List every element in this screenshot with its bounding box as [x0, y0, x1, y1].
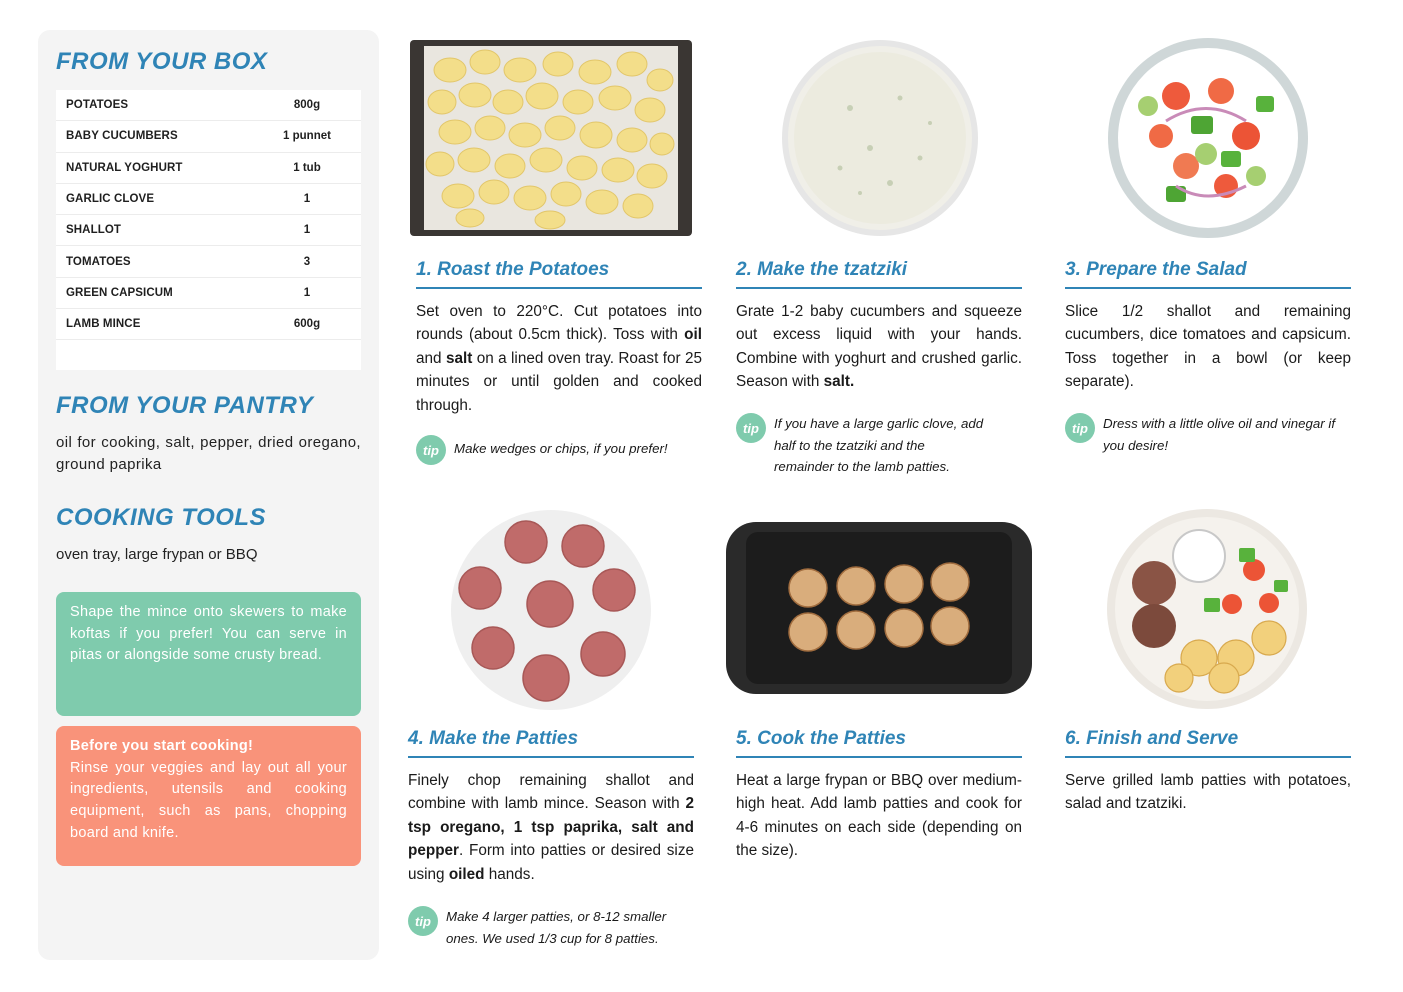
step-4-title: 4. Make the Patties — [408, 728, 694, 758]
ingredient-name: LAMB MINCE — [66, 318, 141, 331]
serving-suggestion-note: Shape the mince onto skewers to make koftas if you prefer! You can serve in pitas or alongside some crusty bread. — [56, 592, 361, 716]
step-1-tip — [416, 435, 706, 465]
step-1-instructions: Set oven to 220°C. Cut potatoes into rounds (about 0.5cm thick). Toss with oil and salt on a lined oven tray. Roast for 25 minutes or until golden and cooked through. — [416, 303, 702, 414]
tip-text: Make 4 larger patties, or 8-12 smaller ones. We used 1/3 cup for 8 patties. — [446, 909, 667, 946]
ingredient-name: GARLIC CLOVE — [66, 193, 155, 206]
ingredient-name: POTATOES — [66, 99, 129, 112]
ingredient-name: BABY CUCUMBERS — [66, 130, 178, 143]
pantry-list: oil for cooking, salt, pepper, dried oregano, ground paprika — [56, 434, 361, 473]
ingredient-row — [56, 90, 361, 121]
ingredients-table — [56, 90, 361, 370]
tzatziki-photo — [780, 38, 980, 238]
ingredient-qty: 1 — [303, 286, 311, 299]
ingredient-row — [56, 309, 361, 340]
ingredient-qty: 600g — [293, 318, 321, 331]
step-3-tip — [1065, 413, 1355, 456]
ingredient-row — [56, 121, 361, 152]
ingredient-qty: 1 — [303, 193, 311, 206]
ingredient-name: GREEN CAPSICUM — [66, 286, 173, 299]
step-4-tip — [408, 906, 698, 949]
raw-patties-photo — [448, 508, 654, 712]
roast-potatoes-photo — [410, 40, 692, 236]
tip-text: Make wedges or chips, if you prefer! — [454, 441, 668, 456]
step-2-tip — [736, 413, 986, 478]
ingredient-qty: 1 tub — [293, 161, 321, 174]
ingredient-qty: 800g — [293, 99, 321, 112]
ingredient-qty: 1 punnet — [283, 130, 331, 143]
step-2-title: 2. Make the tzatziki — [736, 259, 1022, 289]
ingredient-qty: 1 — [303, 224, 311, 237]
from-your-pantry-heading: FROM YOUR PANTRY — [56, 392, 314, 419]
step-5-instructions: Heat a large frypan or BBQ over medium-high heat. Add lamb patties and cook for 4-6 minutes on each side (depending on the size). — [736, 772, 1022, 860]
tip-text: If you have a large garlic clove, add half to the tzatziki and the remainder to the lamb patties. — [774, 416, 984, 474]
before-you-start-title: Before you start cooking! — [70, 738, 254, 754]
ingredient-row — [56, 184, 361, 215]
from-your-box-heading: FROM YOUR BOX — [56, 48, 268, 75]
step-5-title: 5. Cook the Patties — [736, 728, 1022, 758]
ingredient-row — [56, 153, 361, 184]
tip-icon: tip — [736, 413, 766, 443]
cook-patties-photo — [726, 522, 1032, 694]
ingredient-name: SHALLOT — [66, 224, 121, 237]
tip-icon: tip — [416, 435, 446, 465]
ingredient-qty: 3 — [303, 255, 311, 268]
tip-text: Dress with a little olive oil and vinegar if you desire! — [1103, 416, 1336, 453]
cooking-tools-list: oven tray, large frypan or BBQ — [56, 546, 258, 563]
step-1-title: 1. Roast the Potatoes — [416, 259, 702, 289]
step-2-instructions: Grate 1-2 baby cucumbers and squeeze out excess liquid with your hands. Combine with yoghurt and crushed garlic. Season with salt. — [736, 303, 1022, 391]
finished-dish-photo — [1104, 508, 1310, 710]
step-4-instructions: Finely chop remaining shallot and combine with lamb mince. Season with 2 tsp oregano, 1 tsp paprika, salt and pepper. Form into patties or desired size using oiled hands. — [408, 772, 694, 883]
tip-icon: tip — [1065, 413, 1095, 443]
salad-photo — [1106, 36, 1310, 240]
before-you-start-text: Rinse your veggies and lay out all your ingredients, utensils and cooking equipment, such as pans, chopping board and knife. — [70, 759, 347, 841]
ingredient-row — [56, 278, 361, 309]
ingredient-name: NATURAL YOGHURT — [66, 161, 183, 174]
ingredient-name: TOMATOES — [66, 255, 131, 268]
step-6-title: 6. Finish and Serve — [1065, 728, 1351, 758]
ingredient-row — [56, 246, 361, 277]
before-you-start-note — [56, 726, 361, 866]
step-3-title: 3. Prepare the Salad — [1065, 259, 1351, 289]
tip-icon: tip — [408, 906, 438, 936]
ingredient-row — [56, 215, 361, 246]
cooking-tools-heading: COOKING TOOLS — [56, 504, 267, 531]
step-3-instructions: Slice 1/2 shallot and remaining cucumbers, dice tomatoes and capsicum. Toss together in a bowl (or keep separate). — [1065, 303, 1351, 391]
step-6-instructions: Serve grilled lamb patties with potatoes, salad and tzatziki. — [1065, 772, 1351, 813]
